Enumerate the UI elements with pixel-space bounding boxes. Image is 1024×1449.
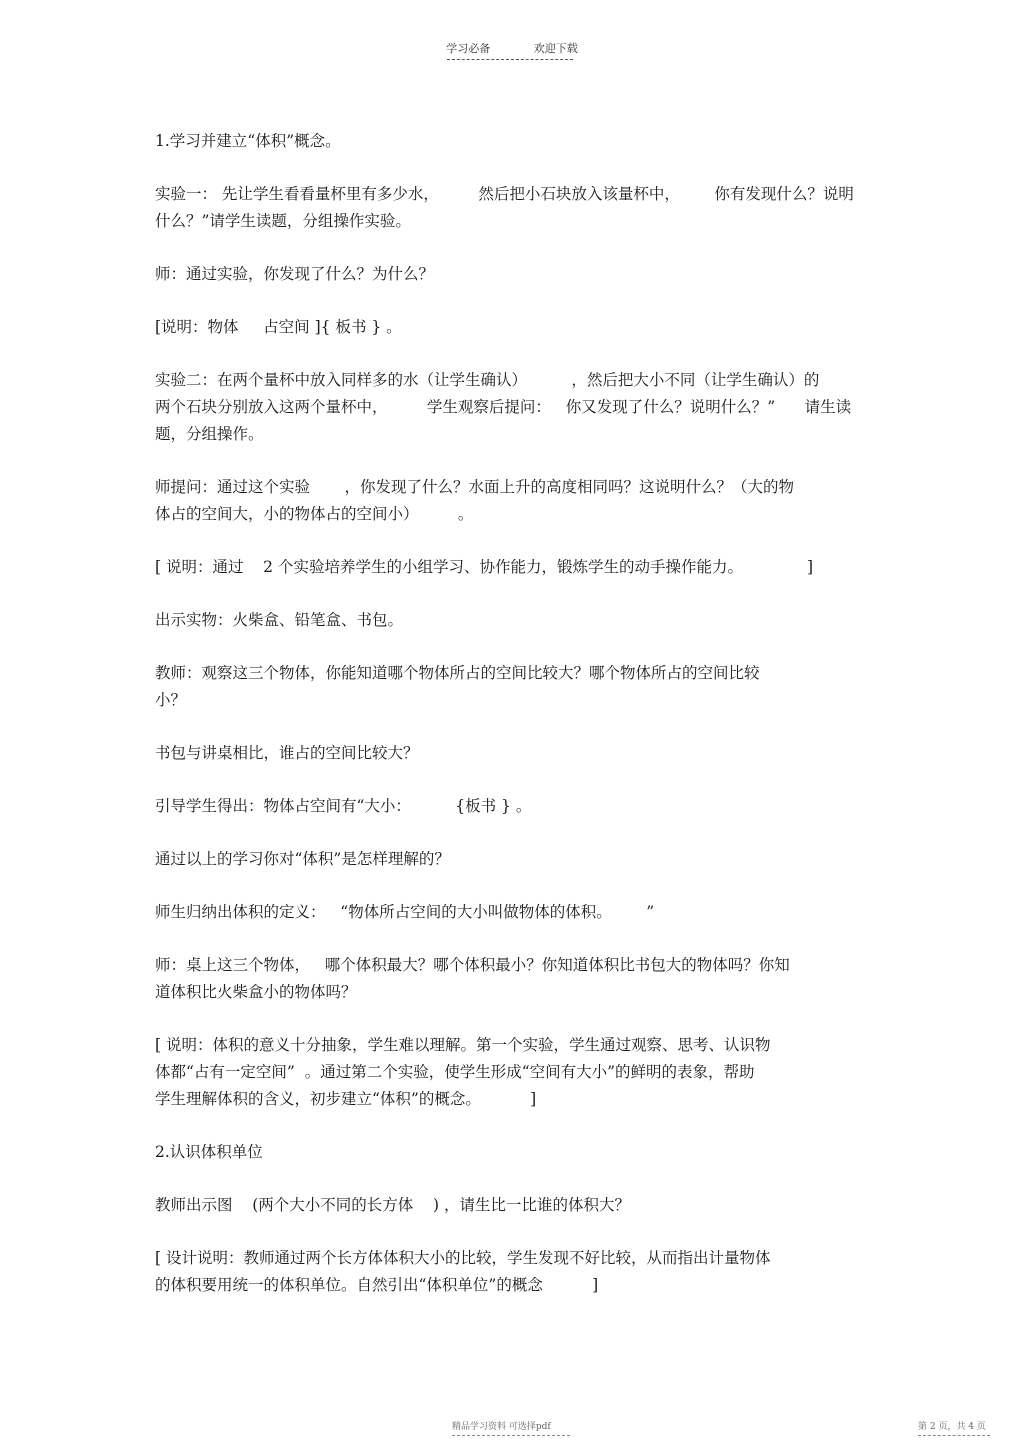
header-divider [447, 59, 573, 60]
paragraph-line: 教师出示图 (两个大小不同的长方体 ) ，请生比一比谁的体积大？ [155, 1196, 630, 1214]
page-header [0, 40, 1024, 56]
paragraph-line: 师：通过实验，你发现了什么？为什么？ [155, 265, 435, 283]
paragraph-line: [ 设计说明：教师通过两个长方体体积大小的比较，学生发现不好比较，从而指出计量物体 [155, 1249, 771, 1267]
paragraph-line: 实验二：在两个量杯中放入同样多的水（让学生确认） ，然后把大小不同（让学生确认）的 [155, 371, 820, 389]
paragraph-line: 师：桌上这三个物体， 哪个体积最大？哪个体积最小？你知道体积比书包大的物体吗？你知 [155, 956, 790, 974]
paragraph-line: 什么？”请学生读题，分组操作实验。 [155, 212, 411, 230]
paragraph [155, 952, 875, 1006]
footer-right-divider [918, 1435, 990, 1436]
paragraph [155, 261, 875, 288]
paragraph-line: 道体积比火柴盒小的物体吗？ [155, 983, 357, 1001]
paragraph-line: 题，分组操作。 [155, 425, 264, 443]
paragraph-line: 师生归纳出体积的定义： “物体所占空间的大小叫做物体的体积。 ” [155, 903, 655, 921]
paragraph [155, 846, 875, 873]
paragraph [155, 899, 875, 926]
paragraph [155, 474, 875, 528]
paragraph-line: 1.学习并建立“体积”概念。 [155, 132, 341, 150]
paragraph-line: 出示实物：火柴盒、铅笔盒、书包。 [155, 611, 404, 629]
paragraph-line: 的体积要用统一的体积单位。自然引出“体积单位”的概念 ] [155, 1276, 599, 1294]
paragraph-line: 体占的空间大，小的物体占的空间小） 。 [155, 505, 474, 523]
paragraph-line: 师提问：通过这个实验 ，你发现了什么？水面上升的高度相同吗？这说明什么？（大的物 [155, 478, 794, 496]
paragraph [155, 1245, 875, 1299]
paragraph [155, 128, 875, 155]
paragraph-line: [说明：物体 占空间 ]{ 板书 } 。 [155, 318, 402, 336]
paragraph-line: [ 说明：通过 2 个实验培养学生的小组学习、协作能力，锻炼学生的动手操作能力。 ] [155, 558, 814, 576]
header-left-text: 学习必备 [446, 42, 491, 55]
paragraph [155, 181, 875, 235]
footer-left-text: 精品学习资料 可选择pdf [452, 1422, 551, 1432]
paragraph [155, 554, 875, 581]
paragraph [155, 660, 875, 714]
paragraph [155, 793, 875, 820]
paragraph-line: 学生理解体积的含义，初步建立“体积”的概念。 ] [155, 1090, 537, 1108]
paragraph-line: 教师：观察这三个物体，你能知道哪个物体所占的空间比较大？哪个物体所占的空间比较 [155, 664, 760, 682]
paragraph [155, 314, 875, 341]
document-body [155, 128, 875, 1325]
paragraph-line: 通过以上的学习你对“体积”是怎样理解的？ [155, 850, 450, 868]
header-right-text: 欢迎下载 [533, 42, 578, 55]
paragraph-line: 2.认识体积单位 [155, 1143, 263, 1161]
paragraph-line: [ 说明：体积的意义十分抽象，学生难以理解。第一个实验，学生通过观察、思考、认识物 [155, 1036, 771, 1054]
paragraph-line: 体都“占有一定空间” 。通过第二个实验，使学生形成“空间有大小”的鲜明的表象，帮助 [155, 1063, 755, 1081]
page-number: 第 2 页，共 4 页 [918, 1422, 986, 1432]
paragraph [155, 740, 875, 767]
paragraph [155, 1192, 875, 1219]
paragraph [155, 1139, 875, 1166]
paragraph-line: 两个石块分别放入这两个量杯中， 学生观察后提问： 你又发现了什么？说明什么？” 请生读 [155, 398, 852, 416]
paragraph [155, 1032, 875, 1113]
paragraph [155, 367, 875, 448]
footer-left-divider [452, 1435, 570, 1436]
paragraph-line: 引导学生得出：物体占空间有“大小： {板书 } 。 [155, 797, 532, 815]
paragraph-line: 书包与讲桌相比，谁占的空间比较大？ [155, 744, 419, 762]
paragraph-line: 实验一： 先让学生看看量杯里有多少水， 然后把小石块放入该量杯中， 你有发现什么？说明 [155, 185, 854, 203]
paragraph [155, 607, 875, 634]
paragraph-line: 小？ [155, 691, 187, 709]
